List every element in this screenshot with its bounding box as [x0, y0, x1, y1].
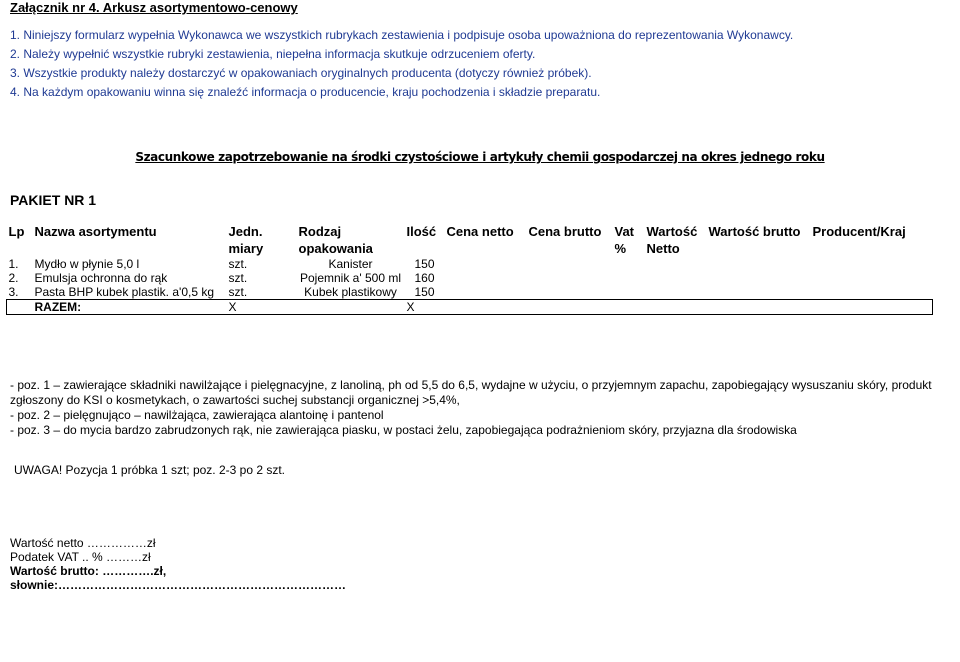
- vat-line: Podatek VAT .. % ………zł: [10, 550, 151, 564]
- cell-name: Pasta BHP kubek plastik. a'0,5 kg: [34, 285, 215, 299]
- total-package: [297, 300, 405, 315]
- header-net-value-line1: Wartość: [646, 224, 698, 239]
- header-package-line2: opakowania: [298, 241, 373, 256]
- header-gross-price: Cena brutto: [528, 224, 602, 239]
- cell-net-price[interactable]: [445, 271, 527, 285]
- net-value-line: Wartość netto ……………zł: [10, 536, 156, 550]
- header-net-price: Cena netto: [446, 224, 514, 239]
- total-vat[interactable]: [613, 300, 645, 315]
- package-label: PAKIET NR 1: [10, 192, 97, 208]
- cell-net-price[interactable]: [445, 285, 527, 300]
- header-lp: Lp: [8, 224, 25, 239]
- header-producer: Producent/Kraj: [812, 224, 906, 239]
- total-gross-value[interactable]: [707, 300, 811, 315]
- total-row: [7, 300, 933, 315]
- header-vat: [613, 223, 645, 257]
- total-lp: [7, 300, 33, 315]
- table-row: [7, 257, 933, 271]
- cell-net-price[interactable]: [445, 257, 527, 271]
- header-qty: Ilość: [406, 224, 437, 239]
- cell-package: Kubek plastikowy: [304, 285, 397, 299]
- total-gross-price[interactable]: [527, 300, 613, 315]
- note-3: - poz. 3 – do mycia bardzo zabrudzonych rąk, nie zawierająca piasku, w postaci żelu, zapobiegająca podrażnieniom skóry, przyjazna dla środowiska: [10, 423, 797, 437]
- header-net-value-line2: Netto: [646, 241, 680, 256]
- cell-lp: 1.: [8, 257, 19, 271]
- instruction-3: 3. Wszystkie produkty należy dostarczyć w opakowaniach oryginalnych producenta (dotyczy również próbek).: [10, 66, 592, 80]
- header-vat-line1: Vat: [614, 224, 635, 239]
- cell-gross-price[interactable]: [527, 257, 613, 271]
- note-1: - poz. 1 – zawierające składniki nawilżające i pielęgnacyjne, z lanoliną, ph od 5,5 do 6,5, wydajne w użyciu, o przyjemnym zapachu, zapobiegający wysuszaniu skóry, produkt: [10, 378, 932, 392]
- warning-note: UWAGA! Pozycja 1 próbka 1 szt; poz. 2-3 po 2 szt.: [14, 463, 286, 477]
- total-unit: X: [227, 300, 297, 315]
- total-net-value[interactable]: [645, 300, 707, 315]
- cell-lp: 2.: [8, 271, 19, 285]
- document-title: Załącznik nr 4. Arkusz asortymentowo-cenowy: [10, 0, 298, 15]
- cell-vat[interactable]: [613, 285, 645, 300]
- gross-value-line: Wartość brutto: ………….zł,: [10, 564, 167, 578]
- cell-gross-value[interactable]: [707, 285, 811, 300]
- table-row: [7, 285, 933, 300]
- cell-producer[interactable]: [811, 257, 933, 271]
- cell-unit: szt.: [228, 271, 248, 285]
- cell-name: Mydło w płynie 5,0 l: [34, 257, 140, 271]
- header-unit: Jedn. miary: [228, 224, 264, 256]
- header-net-value: [645, 223, 707, 257]
- instruction-1: 1. Niniejszy formularz wypełnia Wykonawca we wszystkich rubrykach zestawienia i podpisuje osoba upoważniona do reprezentowania Wykonawcy.: [10, 28, 794, 42]
- cell-gross-price[interactable]: [527, 271, 613, 285]
- total-qty: X: [405, 300, 445, 315]
- note-2: - poz. 2 – pielęgnująco – nawilżająca, zawierająca alantoinę i pantenol: [10, 408, 384, 422]
- cell-gross-value[interactable]: [707, 257, 811, 271]
- cell-qty: 160: [414, 271, 435, 285]
- header-vat-line2: %: [614, 241, 627, 256]
- cell-net-value[interactable]: [645, 257, 707, 271]
- table-subtitle: Szacunkowe zapotrzebowanie na środki czystościowe i artykuły chemii gospodarczej na okres jednego roku: [135, 150, 825, 164]
- header-package: [297, 223, 405, 257]
- table-row: [7, 271, 933, 285]
- cell-producer[interactable]: [811, 271, 933, 285]
- header-gross-value: Wartość brutto: [708, 224, 801, 239]
- cell-vat[interactable]: [613, 271, 645, 285]
- cell-vat[interactable]: [613, 257, 645, 271]
- cell-net-value[interactable]: [645, 285, 707, 300]
- total-producer[interactable]: [811, 300, 933, 315]
- cell-net-value[interactable]: [645, 271, 707, 285]
- cell-gross-value[interactable]: [707, 271, 811, 285]
- cell-lp: 3.: [8, 285, 19, 299]
- header-name: Nazwa asortymentu: [34, 224, 157, 239]
- cell-unit: szt.: [228, 285, 248, 299]
- instruction-2: 2. Należy wypełnić wszystkie rubryki zestawienia, niepełna informacja skutkuje odrzuceniem oferty.: [10, 47, 536, 61]
- instruction-4: 4. Na każdym opakowaniu winna się znaleźć informacja o producencie, kraju pochodzenia i składzie preparatu.: [10, 85, 601, 99]
- note-1-cont: zgłoszony do KSI o kosmetykach, o zawartości suchej substancji organicznej >5,4%,: [10, 393, 460, 407]
- cell-name: Emulsja ochronna do rąk: [34, 271, 168, 285]
- table-header-row: [7, 223, 933, 257]
- cell-unit: szt.: [228, 257, 248, 271]
- assortment-table: [6, 223, 933, 315]
- total-label: RAZEM:: [33, 300, 227, 315]
- cell-package: Kanister: [328, 257, 373, 271]
- cell-gross-price[interactable]: [527, 285, 613, 300]
- cell-producer[interactable]: [811, 285, 933, 300]
- total-net-price[interactable]: [445, 300, 527, 315]
- header-package-line1: Rodzaj: [298, 224, 342, 239]
- cell-package: Pojemnik a' 500 ml: [299, 271, 401, 285]
- in-words-line: słownie:………………………………………………………………: [10, 578, 347, 592]
- cell-qty: 150: [414, 285, 435, 299]
- cell-qty: 150: [414, 257, 435, 271]
